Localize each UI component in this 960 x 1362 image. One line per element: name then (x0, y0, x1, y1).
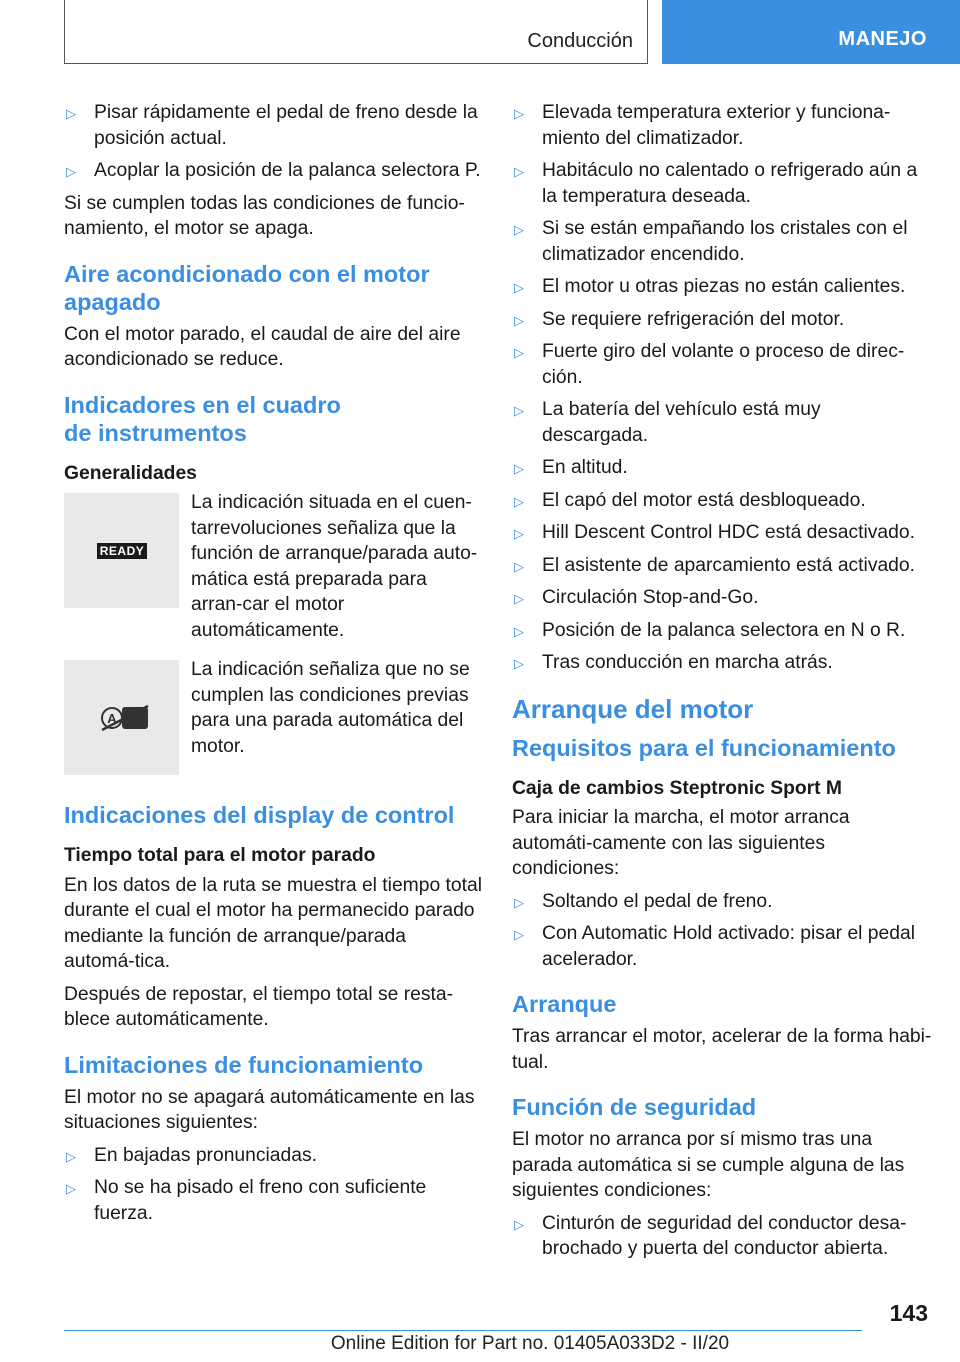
auto-start-stop-icon (100, 704, 150, 732)
indicator-description: La indicación situada en el cuen‐tarrevoluciones señaliza que la función de arranque/parada auto‐mática está preparada para arran‐car el motor automáticamente. (191, 492, 478, 641)
heading-generalidades: Generalidades (64, 462, 197, 484)
paragraph: Si se cumplen todas las condiciones de funcio‐namiento, el motor se apaga. (64, 192, 465, 239)
list-item: ▷ No se ha pisado el freno con suficiente fuerza. (66, 1177, 427, 1224)
triangle-bullet-icon: ▷ (66, 1181, 76, 1196)
paragraph: Después de repostar, el tiempo total se resta‐blece automáticamente. (64, 983, 454, 1030)
list-item: ▷ El asistente de aparcamiento está activado. (512, 553, 932, 579)
svg-text:A: A (107, 711, 117, 726)
paragraph: Con el motor parado, el caudal de aire del aire acondicionado se reduce. (64, 323, 461, 370)
list-item: ▷ Elevada temperatura exterior y funciona‐miento del climatizador. (514, 102, 891, 149)
triangle-bullet-icon: ▷ (514, 526, 524, 541)
triangle-bullet-icon: ▷ (514, 345, 524, 360)
list-item: ▷ El capó del motor está desbloqueado. (512, 488, 932, 514)
chapter-tab[interactable]: MANEJO (662, 0, 960, 64)
paragraph: Tras arrancar el motor, acelerar de la forma habi‐tual. (512, 1026, 932, 1073)
triangle-bullet-icon: ▷ (514, 461, 524, 476)
triangle-bullet-icon: ▷ (514, 403, 524, 418)
list-item: ▷ Fuerte giro del volante o proceso de direc‐ción. (514, 341, 905, 388)
auto-start-stop-off-icon (64, 660, 179, 775)
list-item: ▷ Hill Descent Control HDC está desactivado. (512, 520, 932, 546)
triangle-bullet-icon: ▷ (514, 164, 524, 179)
header-box (64, 0, 648, 64)
heading-caja: Caja de cambios Steptronic Sport M (512, 777, 842, 799)
list-item: ▷ Con Automatic Hold activado: pisar el pedal acelerador. (514, 923, 915, 970)
heading-display: Indicaciones del display de control (64, 802, 455, 828)
page-number: 143 (889, 1300, 928, 1326)
heading-arranque: Arranque (512, 991, 617, 1017)
triangle-bullet-icon: ▷ (514, 1216, 524, 1232)
list-item: ▷ Acoplar la posición de la palanca selectora P. (64, 158, 482, 184)
list-item: ▷ La batería del vehículo está muy descargada. (514, 399, 821, 446)
triangle-bullet-icon: ▷ (514, 894, 524, 910)
heading-arranque-motor: Arranque del motor (512, 693, 754, 724)
triangle-bullet-icon: ▷ (66, 164, 76, 179)
triangle-bullet-icon: ▷ (514, 493, 524, 509)
heading-tiempo: Tiempo total para el motor parado (64, 845, 376, 866)
heading-aire: Aire acondicionado con el motor apagado (64, 260, 430, 315)
triangle-bullet-icon: ▷ (514, 623, 524, 639)
paragraph: El motor no arranca por sí mismo tras una parada automática si se cumple alguna de las siguientes condiciones: (512, 1129, 905, 1201)
triangle-bullet-icon: ▷ (514, 927, 524, 942)
list-item: ▷ En altitud. (512, 455, 932, 481)
list-item: ▷ Se requiere refrigeración del motor. (512, 307, 932, 333)
left-column (64, 100, 482, 1233)
heading-requisitos: Requisitos para el funcionamiento (512, 734, 896, 761)
list-item: ▷ Si se están empañando los cristales con el climatizador encendido. (514, 218, 908, 265)
ready-indicator-image (64, 493, 179, 608)
list-item: ▷ El motor u otras piezas no están calientes. (512, 274, 932, 300)
triangle-bullet-icon: ▷ (514, 312, 524, 328)
ready-label: READY (97, 543, 147, 559)
paragraph: Para iniciar la marcha, el motor arranca automáti‐camente con las siguientes condiciones: (512, 807, 850, 879)
indicator-description: La indicación señaliza que no se cumplen las condiciones previas para una parada automática del motor. (191, 659, 470, 757)
list-item: ▷ Cinturón de seguridad del conductor desa‐brochado y puerta del conductor abierta. (514, 1212, 907, 1259)
triangle-bullet-icon: ▷ (514, 558, 524, 574)
right-column (512, 100, 932, 1269)
footer-edition: Online Edition for Part no. 01405A033D2 - II/20 (330, 1333, 730, 1354)
list-item: ▷ Pisar rápidamente el pedal de freno desde la posición actual. (66, 102, 478, 149)
list-item: ▷ Circulación Stop-and-Go. (512, 585, 932, 611)
section-title: Conducción (527, 30, 633, 52)
paragraph: En los datos de la ruta se muestra el tiempo total durante el cual el motor ha permanecido parado mediante la función de arranque/parada automá‐tica. (64, 874, 482, 972)
list-item: ▷ Soltando el pedal de freno. (512, 889, 932, 915)
triangle-bullet-icon: ▷ (514, 656, 524, 671)
indicator-unavailable-row (64, 657, 482, 775)
list-item: ▷ Posición de la palanca selectora en N o R. (512, 618, 932, 644)
list-item: ▷ En bajadas pronunciadas. (64, 1143, 482, 1169)
heading-limitaciones: Limitaciones de funcionamiento (64, 1051, 424, 1078)
footer-divider (64, 1330, 862, 1331)
triangle-bullet-icon: ▷ (514, 591, 524, 606)
triangle-bullet-icon: ▷ (66, 106, 76, 121)
triangle-bullet-icon: ▷ (514, 222, 524, 237)
triangle-bullet-icon: ▷ (514, 106, 524, 121)
heading-seguridad: Función de seguridad (512, 1094, 757, 1120)
triangle-bullet-icon: ▷ (66, 1148, 76, 1164)
indicator-ready-row (64, 490, 482, 643)
paragraph: El motor no se apagará automáticamente en las situaciones siguientes: (64, 1086, 475, 1133)
heading-indicadores: Indicadores en el cuadro de instrumentos (64, 391, 341, 446)
list-item: ▷ Habitáculo no calentado o refrigerado aún a la temperatura deseada. (514, 160, 918, 207)
triangle-bullet-icon: ▷ (514, 280, 524, 295)
list-item: ▷ Tras conducción en marcha atrás. (512, 650, 932, 676)
